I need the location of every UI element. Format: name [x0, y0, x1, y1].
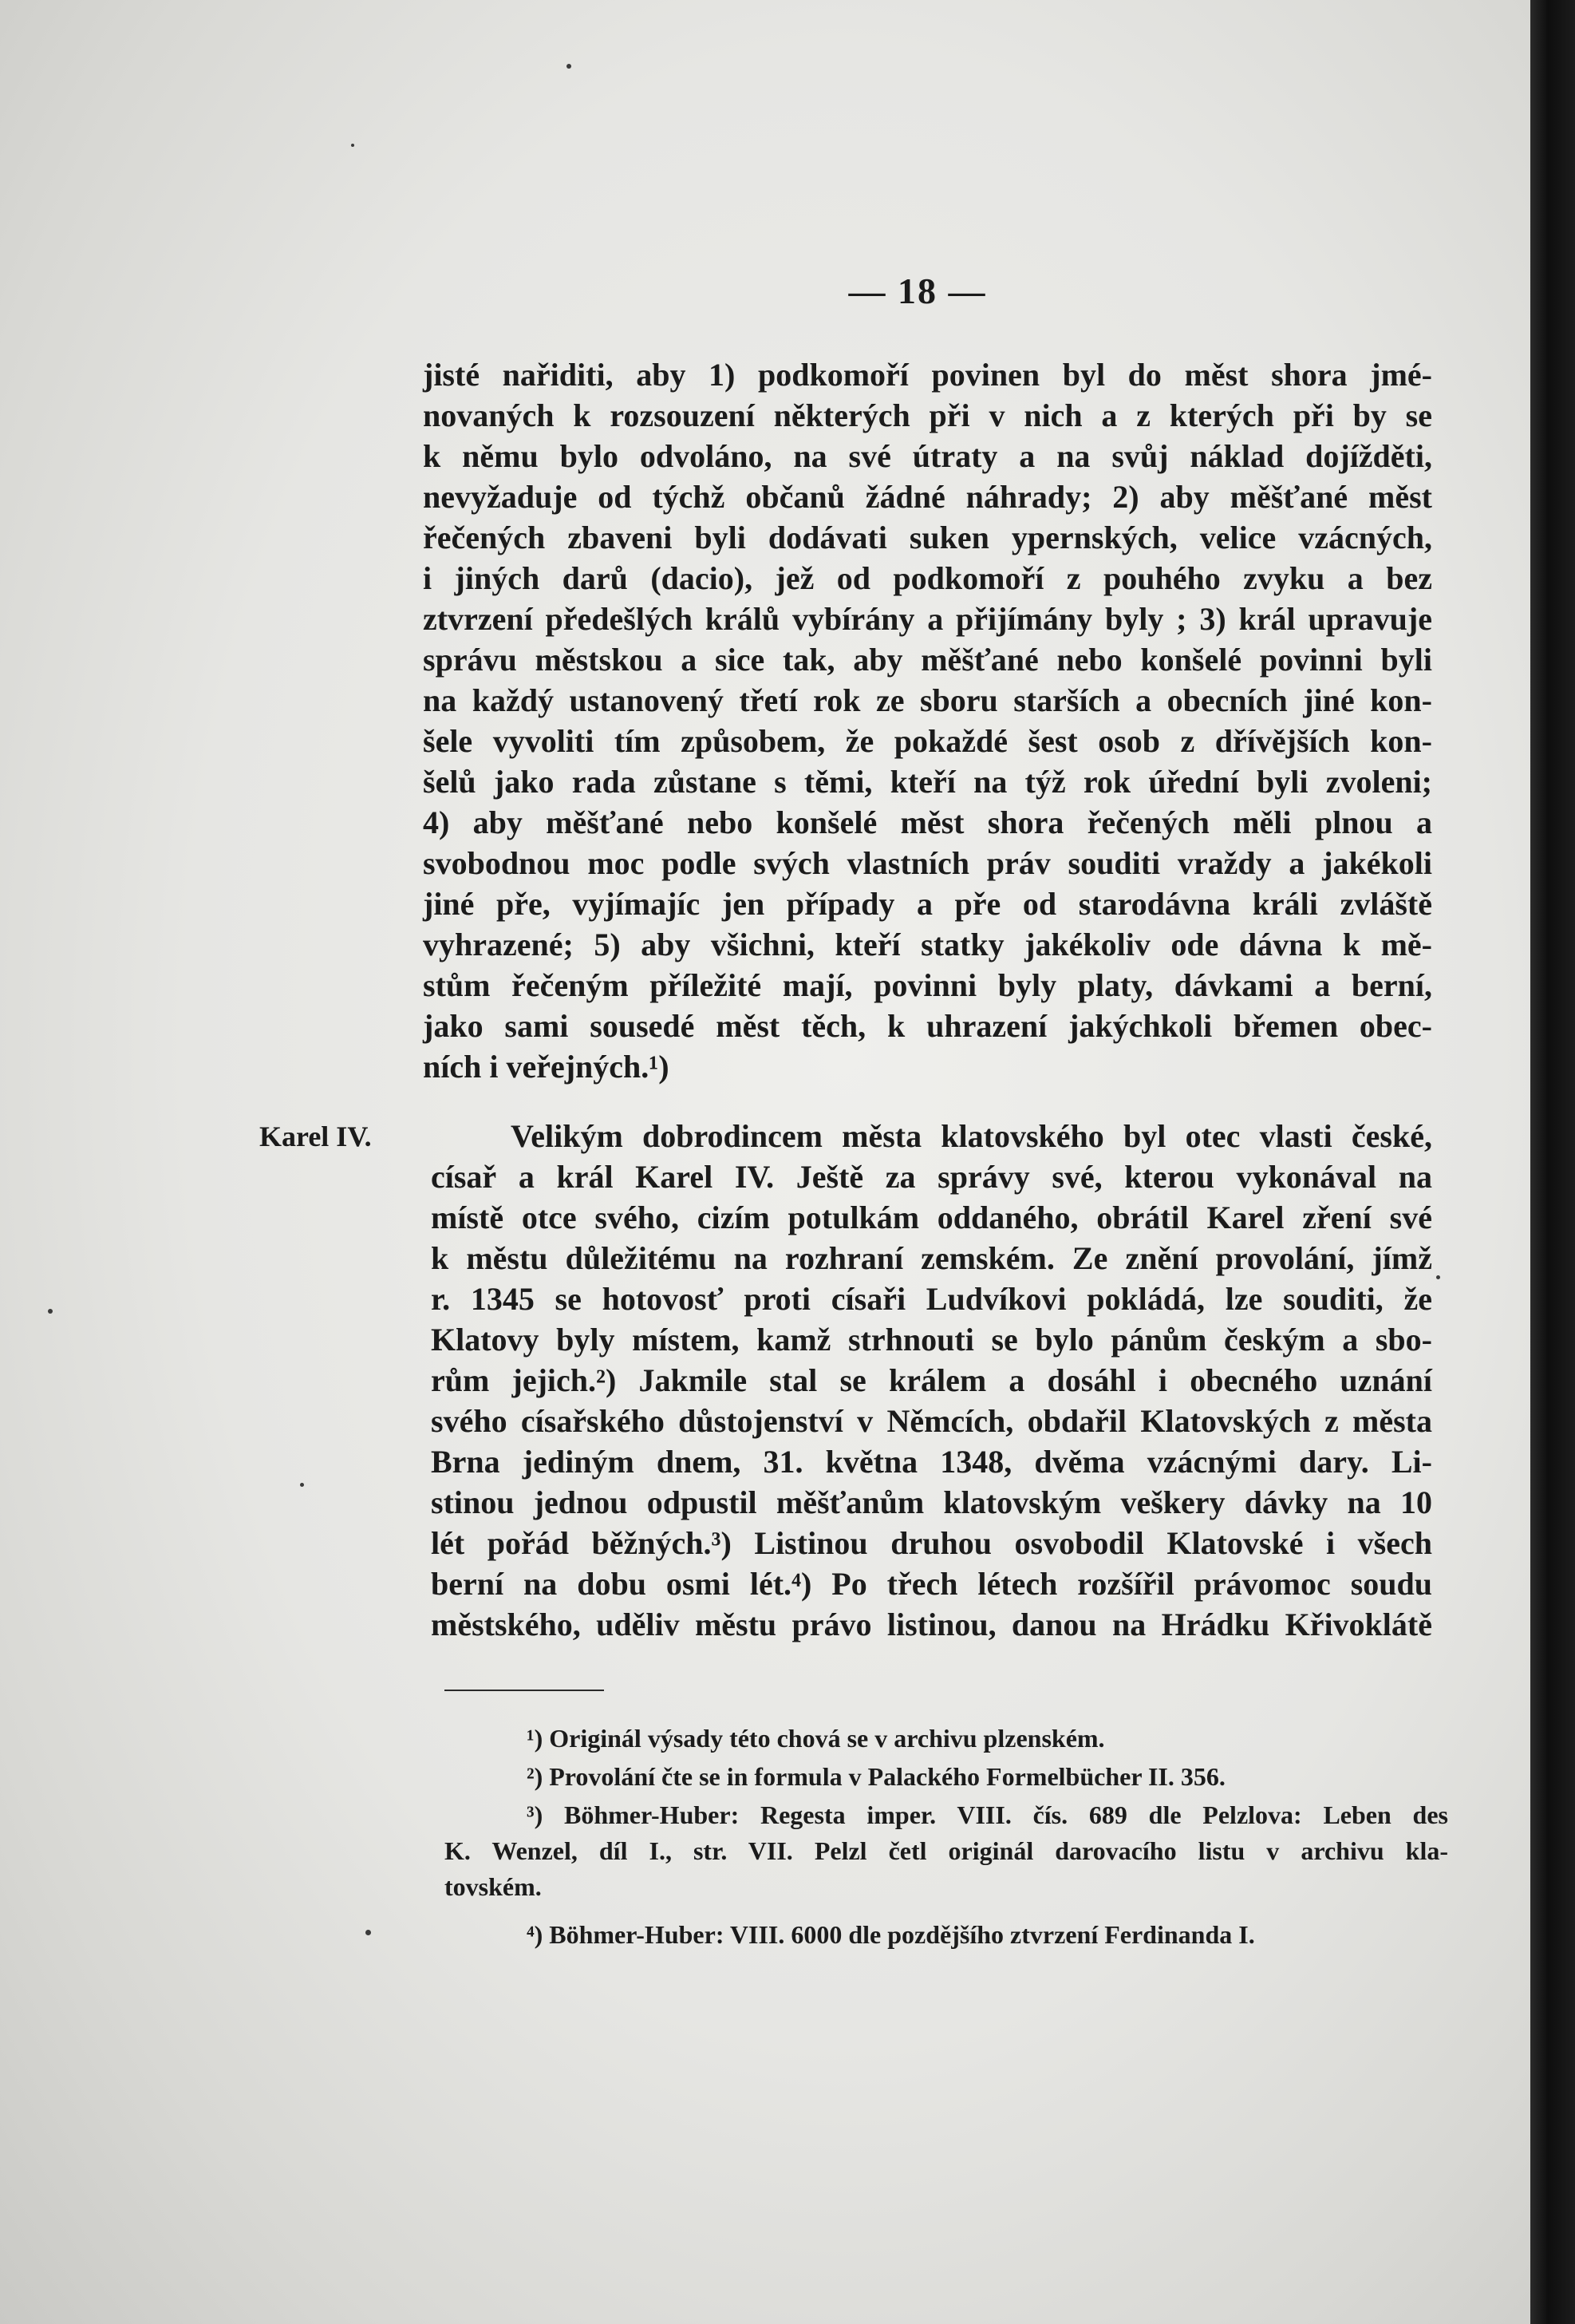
text-line: jisté nařiditi, aby 1) podkomoří povinen byl do měst shora jmé-: [423, 357, 1432, 393]
text-line: šelů jako rada zůstane s těmi, kteří na týž rok úřední byli zvoleni;: [423, 764, 1432, 800]
footnote: K. Wenzel, díl I., str. VII. Pelzl četl originál darovacího listu v archivu kla-: [444, 1836, 1448, 1865]
text-line: r. 1345 se hotovosť proti císaři Ludvíkovi pokládá, lze souditi, že: [431, 1281, 1432, 1317]
text-line: městského, uděliv městu právo listinou, danou na Hrádku Křivoklátě: [431, 1607, 1432, 1642]
text-line: k městu důležitému na rozhraní zemském. Ze znění provolání, jímž: [431, 1240, 1432, 1276]
text-line: stinou jednou odpustil měšťanům klatovským veškery dávky na 10: [431, 1484, 1432, 1520]
text-line: k němu bylo odvoláno, na své útraty a na svůj náklad dojížděti,: [423, 438, 1432, 474]
page-speck: [351, 144, 354, 147]
page-speck: [1436, 1275, 1440, 1279]
footnote: tovském.: [444, 1872, 542, 1901]
page-speck: [566, 64, 571, 69]
scan-edge: [1530, 0, 1575, 2324]
text-line: na každý ustanovený třetí rok ze sboru starších a obecních jiné kon-: [423, 682, 1432, 718]
page-speck: [365, 1930, 371, 1935]
text-line: Klatovy byly místem, kamž strhnouti se bylo pánům českým a sbo-: [431, 1322, 1432, 1358]
footnote: ³) Böhmer-Huber: Regesta imper. VIII. čís. 689 dle Pelzlova: Leben des: [527, 1800, 1448, 1829]
footnote: ²) Provolání čte se in formula v Palackého Formelbücher II. 356.: [527, 1762, 1226, 1791]
page-number: — 18 —: [848, 271, 987, 311]
text-line: rům jejich.²) Jakmile stal se králem a dosáhl i obecného uznání: [431, 1362, 1432, 1398]
text-line: nevyžaduje od týchž občanů žádné náhrady; 2) aby měšťané měst: [423, 479, 1432, 515]
text-line: Brna jediným dnem, 31. května 1348, dvěma vzácnými dary. Li-: [431, 1444, 1432, 1480]
page-speck: [300, 1483, 304, 1487]
text-line: Velikým dobrodincem města klatovského byl otec vlasti české,: [511, 1118, 1432, 1154]
text-line: svého císařského důstojenství v Němcích, obdařil Klatovských z města: [431, 1403, 1432, 1439]
footnote-separator: [444, 1690, 604, 1691]
text-line: vyhrazené; 5) aby všichni, kteří statky jakékoliv ode dávna k mě-: [423, 927, 1432, 962]
footnote: ⁴) Böhmer-Huber: VIII. 6000 dle pozdějšího ztvrzení Ferdinanda I.: [527, 1920, 1255, 1949]
text-line: 4) aby měšťané nebo konšelé měst shora řečených měli plnou a: [423, 804, 1432, 840]
text-line: ztvrzení předešlých králů vybírány a přijímány byly ; 3) král upravuje: [423, 601, 1432, 637]
text-line: řečených zbaveni byli dodávati suken ypernských, velice vzácných,: [423, 520, 1432, 555]
text-line: jiné pře, vyjímajíc jen případy a pře od starodávna králi zvláště: [423, 886, 1432, 922]
text-line: ních i veřejných.¹): [423, 1049, 669, 1085]
text-line: novaných k rozsouzení některých při v nich a z kterých při by se: [423, 397, 1432, 433]
text-line: stům řečeným příležité mají, povinni byly platy, dávkami a berní,: [423, 967, 1432, 1003]
text-line: jako sami sousedé měst těch, k uhrazení jakýchkoli břemen obec-: [423, 1008, 1432, 1044]
footnote: ¹) Originál výsady této chová se v archivu plzenském.: [527, 1724, 1105, 1753]
text-line: svobodnou moc podle svých vlastních práv souditi vraždy a jakékoli: [423, 845, 1432, 881]
text-line: císař a král Karel IV. Ještě za správy své, kterou vykonával na: [431, 1159, 1432, 1195]
margin-note: Karel IV.: [259, 1120, 372, 1152]
text-line: lét pořád běžných.³) Listinou druhou osvobodil Klatovské i všech: [431, 1525, 1432, 1561]
page-speck: [48, 1309, 53, 1314]
text-line: místě otce svého, cizím potulkám oddaného, obrátil Karel zření své: [431, 1200, 1432, 1235]
text-line: berní na dobu osmi lét.⁴) Po třech létech rozšířil právomoc soudu: [431, 1566, 1432, 1602]
text-line: správu městskou a sice tak, aby měšťané nebo konšelé povinni byli: [423, 642, 1432, 678]
text-line: šele vyvoliti tím způsobem, že pokaždé šest osob z dřívějších kon-: [423, 723, 1432, 759]
text-line: i jiných darů (dacio), jež od podkomoří z pouhého zvyku a bez: [423, 560, 1432, 596]
